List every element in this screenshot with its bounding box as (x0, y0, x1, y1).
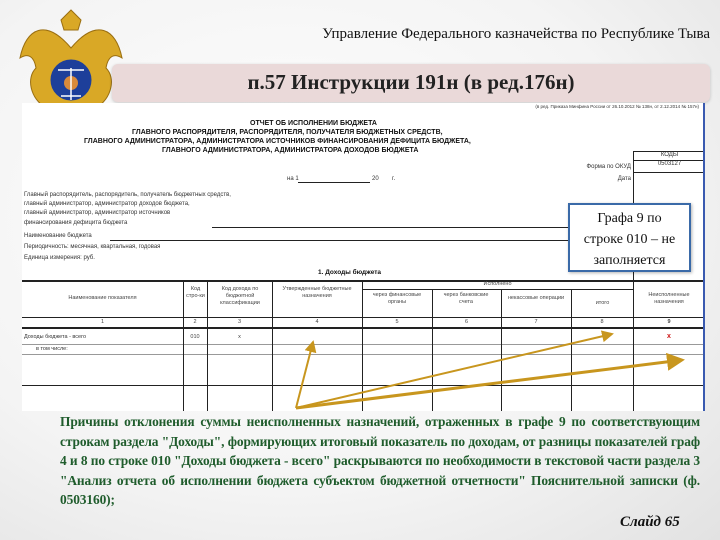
slide-number: Слайд 65 (620, 514, 680, 530)
label-recipient: финансирования дефицита бюджета (24, 220, 128, 226)
executed-header: Исполнено (483, 281, 512, 287)
col-header: Код дохода по бюджетной классификации (220, 286, 260, 306)
col-header: итого (595, 300, 610, 306)
form-title: ГЛАВНОГО РАСПОРЯДИТЕЛЯ, РАСПОРЯДИТЕЛЯ, ПОЛУЧАТЕЛЯ БЮДЖЕТНЫХ СРЕДСТВ, (132, 129, 443, 136)
explanation-text: Причины отклонения суммы неисполненных назначений, отраженных в графе 9 по соответствующим строкам раздела "Доходы", формирующих итоговый показатель по доходам, от разницы показателей граф 4 и 8 по строке 010 "Доходы бюджета - всего" раскрываются по необходимости в текстовой части раздела 3 "Анализ отчета об исполнении бюджета субъектом бюджетной отчетности" Пояснительной записки (ф. 0503160); (60, 414, 700, 507)
year-suffix: г. (392, 176, 396, 182)
col-header: Неисполненные назначения (648, 292, 690, 305)
col-number: 8 (600, 319, 604, 325)
label-budget-name: Наименование бюджета (24, 233, 92, 239)
callout-note (568, 203, 691, 272)
col-header: Наименование показателя (68, 295, 137, 301)
section-title: 1. Доходы бюджета (318, 269, 382, 276)
okud-label: Форма по ОКУД (586, 164, 631, 170)
edition-note: (в ред. Приказа Минфина России от 26.10.2012 № 138н, от 2.12.2014 № 157н) (535, 104, 699, 109)
col-number: 3 (237, 319, 242, 325)
label-recipient: Главный распорядитель, распорядитель, получатель бюджетных средств, (24, 192, 231, 198)
col-number: 7 (534, 319, 538, 325)
row-code: 010 (190, 334, 200, 340)
callout-line: заполняется (593, 253, 666, 268)
date-label: Дата (617, 176, 631, 182)
col-header: некассовые операции (507, 295, 565, 301)
slide-title: п.57 Инструкции 191н (в ред.176н) (112, 64, 710, 102)
form-title: ГЛАВНОГО АДМИНИСТРАТОРА, АДМИНИСТРАТОРА ДОХОДОВ БЮДЖЕТА (162, 147, 419, 154)
col-header: через банковские счета (443, 292, 489, 305)
row-name: в том числе: (36, 346, 68, 352)
row-name: Доходы бюджета - всего (24, 334, 87, 340)
label-periodicity: Периодичность: месячная, квартальная, годовая (24, 244, 161, 250)
row-class-code: x (238, 334, 241, 340)
col-number: 6 (464, 319, 469, 325)
arrow-to-col8 (296, 334, 612, 408)
organization-name: Управление Федерального казначейства по Республике Тыва (322, 26, 710, 42)
date-prefix: на 1 (287, 176, 299, 182)
callout-line: Графа 9 по (597, 211, 662, 226)
col-number: 2 (193, 319, 197, 325)
arrow-to-col9 (296, 360, 682, 408)
form-title: ОТЧЕТ ОБ ИСПОЛНЕНИИ БЮДЖЕТА (250, 120, 377, 127)
col-header: через финансовые органы (372, 292, 422, 305)
callout-line: строке 010 – не (583, 232, 676, 247)
arrow-to-col4 (296, 342, 313, 408)
label-unit: Единица измерения: руб. (24, 255, 95, 261)
codes-header: КОДЫ (634, 152, 705, 161)
col-number: 4 (315, 319, 319, 325)
label-recipient: главный администратор, администратор источников (24, 210, 171, 216)
form-title: ГЛАВНОГО АДМИНИСТРАТОРА, АДМИНИСТРАТОРА ИСТОЧНИКОВ ФИНАНСИРОВАНИЯ ДЕФИЦИТА БЮДЖЕТА, (84, 138, 471, 145)
col-number: 1 (100, 319, 105, 325)
label-recipient: главный администратор, администратор доходов бюджета, (24, 201, 190, 207)
year: 20 (372, 176, 379, 182)
row-col9-x: x (667, 333, 671, 340)
col-header: Утвержденные бюджетные назначения (282, 286, 352, 299)
okud-value: 0503127 (634, 161, 705, 173)
col-number: 9 (667, 319, 671, 325)
col-number: 5 (395, 319, 399, 325)
col-header: Код стро-ки (186, 286, 205, 299)
